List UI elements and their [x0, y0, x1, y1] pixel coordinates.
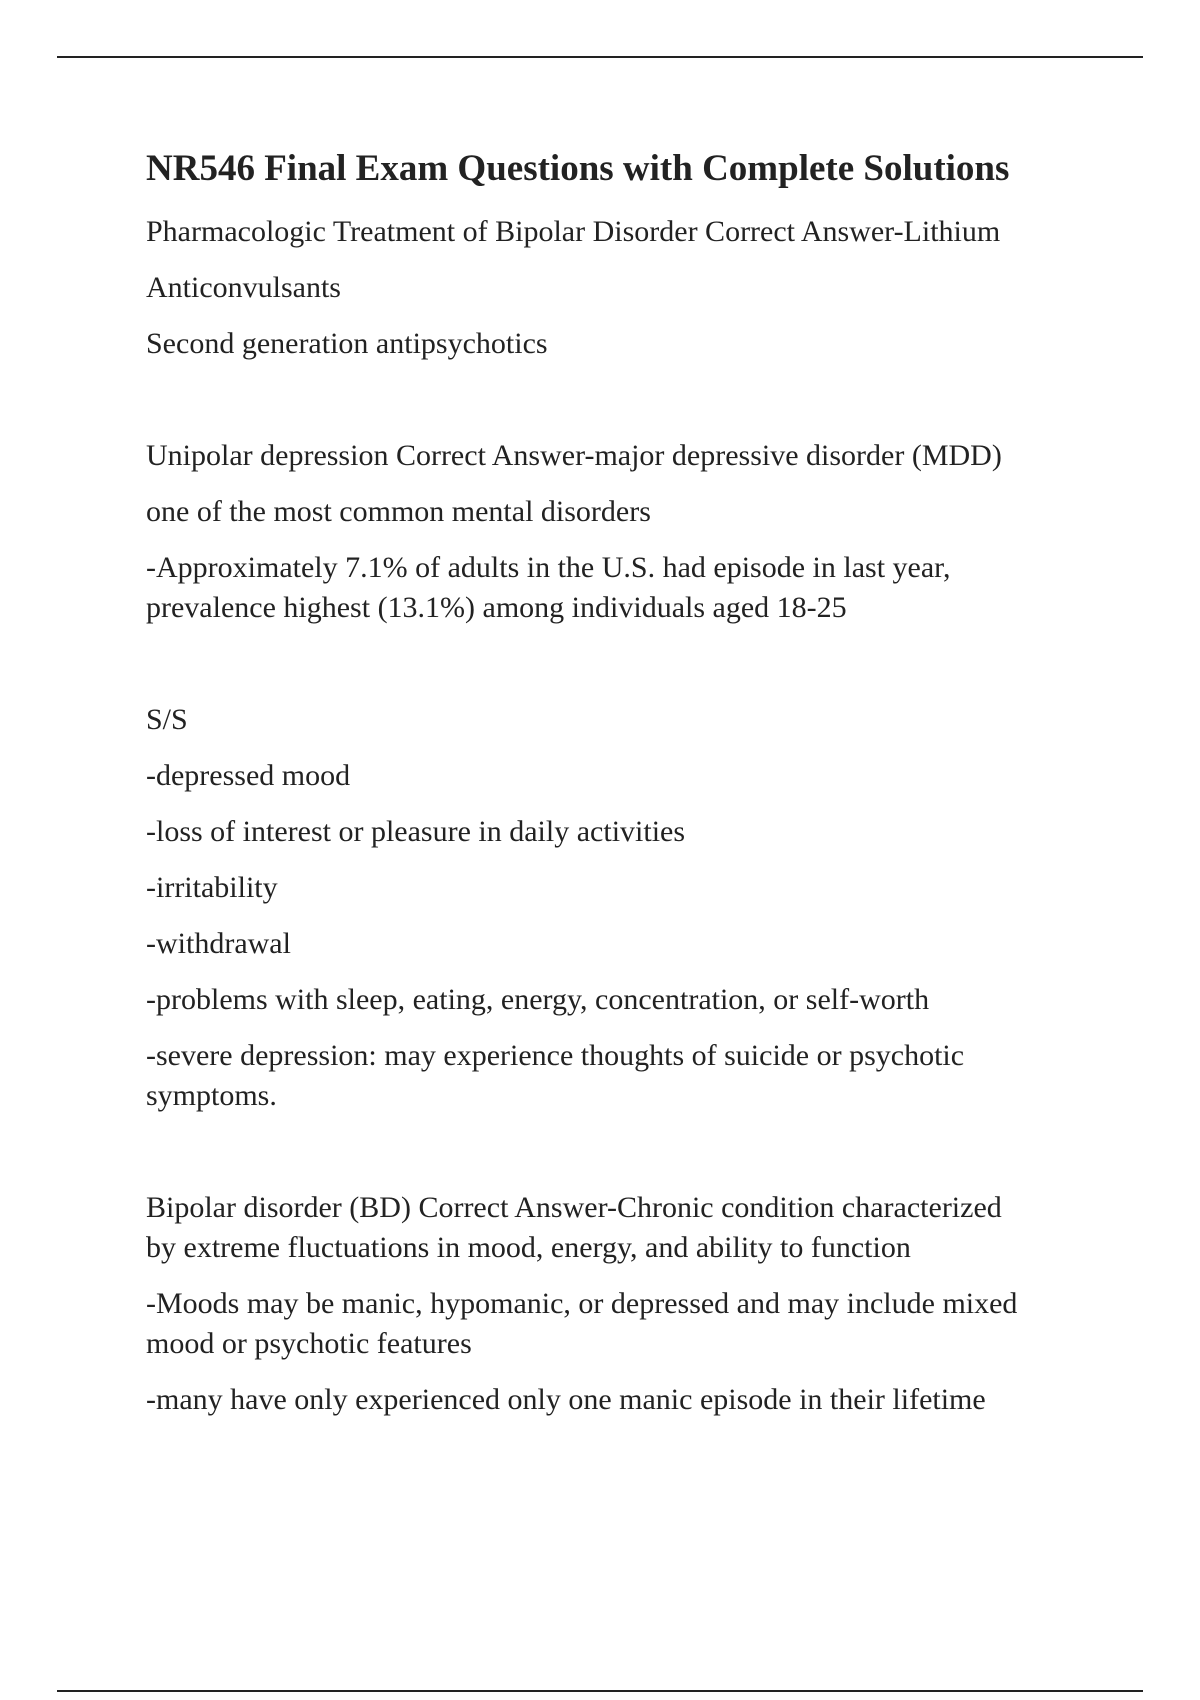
paragraph-line: -severe depression: may experience thoughts of suicide or psychotic [146, 1039, 965, 1072]
text-line: S/S [146, 703, 188, 736]
text-paragraph [146, 1188, 1096, 1268]
text-line: Anticonvulsants [146, 271, 341, 304]
paragraph-line: Bipolar disorder (BD) Correct Answer-Chronic condition characterized [146, 1191, 1002, 1224]
text-line: Second generation antipsychotics [146, 327, 548, 360]
paragraph-line: symptoms. [146, 1079, 277, 1112]
page-title: NR546 Final Exam Questions with Complete Solutions [146, 148, 1010, 189]
section-bipolar-disorder [146, 1188, 1096, 1420]
section-signs-symptoms [146, 700, 1096, 1116]
paragraph-line: by extreme fluctuations in mood, energy, and ability to function [146, 1231, 911, 1264]
section-spacer [146, 644, 1096, 700]
paragraph-line: -Moods may be manic, hypomanic, or depressed and may include mixed [146, 1287, 1018, 1320]
text-line: Pharmacologic Treatment of Bipolar Disorder Correct Answer-Lithium [146, 215, 1001, 248]
text-line: -loss of interest or pleasure in daily activities [146, 815, 686, 848]
paragraph-line: prevalence highest (13.1%) among individuals aged 18-25 [146, 591, 847, 624]
text-paragraph [146, 548, 1096, 628]
top-rule [57, 56, 1143, 58]
text-line: -irritability [146, 871, 278, 904]
section-bipolar-treatment [146, 212, 1096, 364]
text-paragraph [146, 1036, 1096, 1116]
text-line: one of the most common mental disorders [146, 495, 651, 528]
text-line: -withdrawal [146, 927, 291, 960]
section-unipolar-depression [146, 436, 1096, 628]
text-line: -many have only experienced only one manic episode in their lifetime [146, 1383, 986, 1416]
section-spacer [146, 380, 1096, 436]
section-spacer [146, 1132, 1096, 1188]
text-line: Unipolar depression Correct Answer-major depressive disorder (MDD) [146, 439, 1002, 472]
text-line: -depressed mood [146, 759, 351, 792]
document-body [146, 140, 1096, 1436]
bottom-rule [57, 1690, 1143, 1692]
text-line: -problems with sleep, eating, energy, concentration, or self-worth [146, 983, 930, 1016]
paragraph-line: -Approximately 7.1% of adults in the U.S. had episode in last year, [146, 551, 951, 584]
text-paragraph [146, 1284, 1096, 1364]
paragraph-line: mood or psychotic features [146, 1327, 472, 1360]
